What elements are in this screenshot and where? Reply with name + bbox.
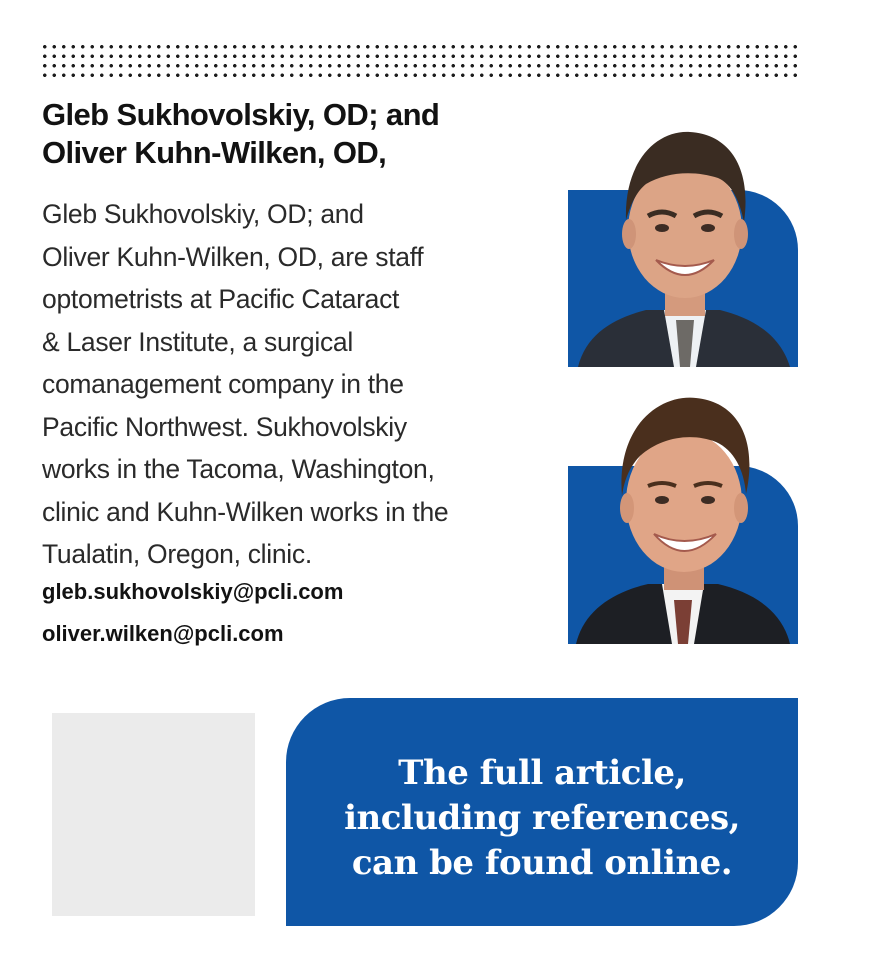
bio-line: works in the Tacoma, Washington, (42, 454, 435, 484)
bio-line: optometrists at Pacific Cataract (42, 284, 400, 314)
callout-line: can be found online. (351, 842, 733, 883)
full-article-callout (286, 698, 798, 926)
author-bio (42, 193, 572, 576)
image-placeholder (52, 713, 255, 916)
bio-line: comanagement company in the (42, 369, 404, 399)
callout-text (344, 739, 740, 886)
bio-line: clinic and Kuhn-Wilken works in the (42, 496, 449, 527)
callout-line: including references, (344, 797, 740, 838)
bio-line: & Laser Institute, a surgical (42, 326, 353, 357)
headshot-oliver (568, 386, 798, 644)
author-names-heading (42, 96, 562, 172)
bio-line: Tualatin, Oregon, clinic. (42, 539, 312, 569)
email-gleb[interactable]: gleb.sukhovolskiy@pcli.com (42, 579, 344, 604)
dotted-divider (40, 42, 802, 78)
callout-line: The full article, (398, 752, 686, 793)
headshot-gleb (568, 108, 798, 367)
bio-line: Pacific Northwest. Sukhovolskiy (42, 411, 407, 442)
bio-line: Gleb Sukhovolskiy, OD; and (42, 199, 364, 229)
bio-line: Oliver Kuhn-Wilken, OD, are staff (42, 241, 424, 272)
heading-line-1: Gleb Sukhovolskiy, OD; and (42, 97, 440, 132)
email-oliver[interactable]: oliver.wilken@pcli.com (42, 621, 284, 646)
heading-line-2: Oliver Kuhn-Wilken, OD, (42, 135, 387, 170)
